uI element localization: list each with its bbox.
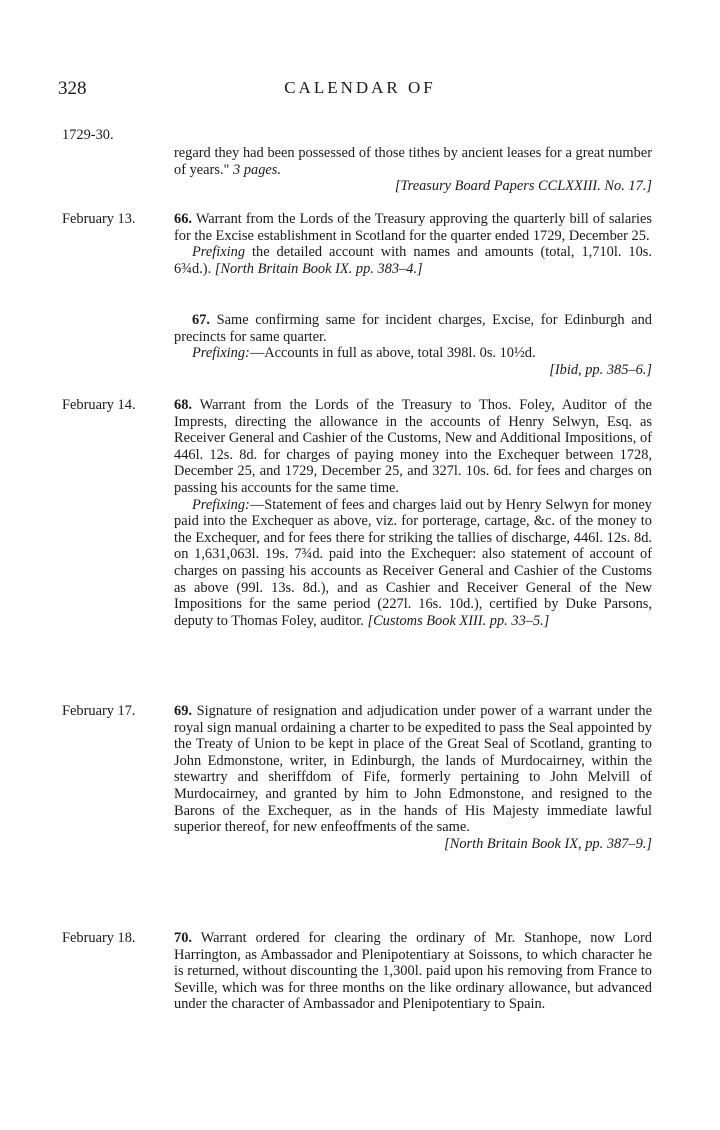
entry-date: February 17.: [62, 703, 136, 719]
entry-date: February 14.: [62, 397, 136, 413]
reference: [North Britain Book IX, pp. 387–9.]: [444, 835, 652, 852]
reference: [Treasury Board Papers CCLXXIII. No. 17.]: [394, 178, 652, 195]
entry-67: [174, 312, 652, 378]
entry-68: [174, 397, 652, 629]
entry-date: February 18.: [62, 930, 136, 946]
reference: [Ibid, pp. 385–6.]: [549, 361, 652, 378]
entry-prefix: Prefixing:—Statement of fees and charges laid out by Henry Selwyn for money paid into the Exchequer as above, viz. for porterage, cartage, &c. of the money to the Exchequer, and for fees there for striking the tallies of discharge, 446l. 12s. 8d. on 1,631,063l. 19s. 7¾d. paid into the Exchequer: also statement of account of charges on passing his accounts as Receiver General and Cashier of the Customs as above (99l. 13s. 8d.), and as Cashier and Receiver General of the New Impositions for the same period (227l. 16s. 10d.), certified by Duke Parsons, deputy to Thomas Foley, auditor. [Customs Book XIII. pp. 33–5.]: [174, 496, 652, 629]
entry-text: 66. Warrant from the Lords of the Treasury approving the quarterly bill of salaries for the Excise establishment in Scotland for the quarter ended 1729, December 25.: [174, 211, 652, 244]
pages-count: 3 pages.: [233, 161, 281, 178]
reference: [Customs Book XIII. pp. 33–5.]: [367, 612, 550, 629]
entry-text: 67. Same confirming same for incident charges, Excise, for Edinburgh and precincts for same quarter.: [174, 312, 652, 345]
year-label: 1729-30.: [62, 127, 114, 143]
entry-69: [174, 703, 652, 852]
entry-66: [174, 211, 652, 277]
running-head: CALENDAR OF: [284, 78, 436, 97]
reference: [North Britain Book IX. pp. 383–4.]: [214, 260, 423, 277]
entry-70: [174, 930, 652, 1013]
continuation-block: [174, 145, 652, 195]
entry-prefix: Prefixing:—Accounts in full as above, total 398l. 0s. 10½d.: [192, 345, 536, 362]
page-header: [0, 78, 720, 102]
entry-text: 68. Warrant from the Lords of the Treasury to Thos. Foley, Auditor of the Imprests, directing the allowance in the accounts of Henry Selwyn, Esq. as Receiver General and Cashier of the Customs, New and Additional Impositions, of 446l. 12s. 8d. for charges of paying money into the Exchequer between 1728, December 25, and 1729, December 25, and 327l. 10s. 6d. for fees and charges on passing his accounts for the same time.: [174, 397, 652, 496]
entry-text: 69. Signature of resignation and adjudication under power of a warrant under the royal sign manual ordaining a charter to be expedited to pass the Seal appointed by the Treaty of Union to be kept in place of the Great Seal of Scotland, granting to John Edmonstone, writer, in Edinburgh, the lands of Murdocairney, within the stewartry and sheriffdom of Fife, formerly pertaining to John Melvill of Murdocairney, and granted by him to John Edmonstone, and resigned to the Barons of the Exchequer, as in the hands of His Majesty immediate lawful superior thereof, for new enfeoffments of the same.: [174, 703, 652, 836]
entry-prefix: Prefixing the detailed account with names and amounts (total, 1,710l. 10s. 6¾d.). [North Britain Book IX. pp. 383–4.]: [174, 244, 652, 277]
continuation-text: regard they had been possessed of those tithes by ancient leases for a great number of years." 3 pages.: [174, 145, 652, 178]
entry-date: February 13.: [62, 211, 136, 227]
entry-text: 70. Warrant ordered for clearing the ordinary of Mr. Stanhope, now Lord Harrington, as Ambassador and Plenipotentiary at Soissons, to which character he is returned, without discounting the 1,300l. paid upon his removing from France to Seville, which was for three months on the like ordinary allowance, but advanced under the character of Ambassador and Plenipotentiary to Spain.: [174, 930, 652, 1013]
page-number: 328: [58, 78, 87, 99]
